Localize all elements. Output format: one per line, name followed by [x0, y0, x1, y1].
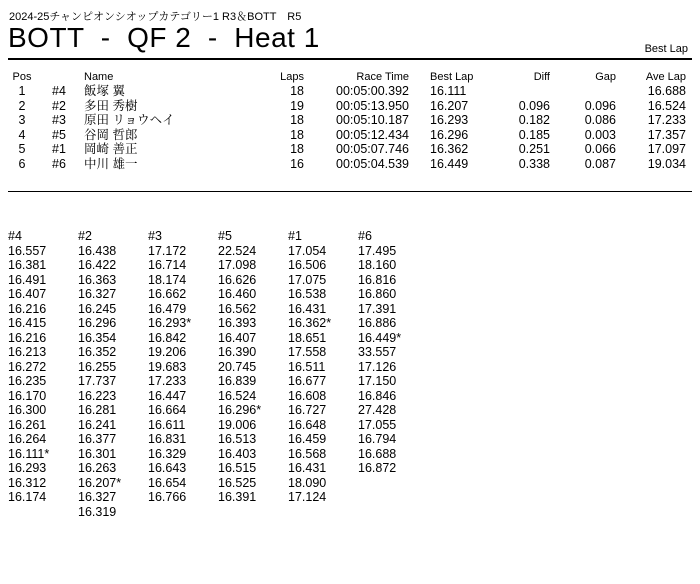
- cell-race-time: 00:05:13.950: [336, 98, 409, 113]
- lap-time: 16.264: [8, 432, 47, 446]
- cell-gap: 0.003: [584, 127, 616, 142]
- cell-diff: 0.338: [518, 156, 550, 171]
- lap-time: 16.296: [78, 316, 117, 330]
- lap-time: 17.075: [288, 272, 327, 287]
- table-row: [8, 128, 692, 143]
- col-diff: Diff: [533, 71, 550, 83]
- lap-time: 17.098: [218, 258, 257, 272]
- cell-ave-lap: 17.233: [647, 113, 686, 127]
- lap-time: 16.363: [78, 272, 117, 287]
- lap-column: [8, 229, 78, 505]
- page-title: BOTT - QF 2 - Heat 1: [8, 22, 320, 53]
- cell-name: 谷岡 哲郎: [84, 127, 138, 142]
- lap-time: 16.524: [218, 388, 257, 403]
- lap-time: 16.511: [288, 359, 326, 374]
- lap-time: 16.727: [288, 403, 327, 417]
- lap-time: 16.362*: [288, 316, 332, 330]
- cell-pos: 4: [18, 127, 26, 142]
- cell-no: #3: [52, 113, 66, 127]
- cell-pos: 3: [18, 113, 26, 127]
- lap-time: 16.643: [148, 461, 187, 475]
- lap-time: 18.090: [288, 475, 327, 490]
- lap-time: 16.327: [78, 490, 117, 504]
- cell-no: #4: [52, 84, 66, 98]
- cell-ave-lap: 19.034: [647, 156, 686, 171]
- table-row: [8, 84, 692, 99]
- lap-time: 16.459: [288, 432, 327, 446]
- lap-column: [288, 229, 358, 505]
- title-divider: [8, 58, 692, 60]
- lap-column-header: #3: [148, 229, 162, 243]
- lap-time: 16.816: [358, 272, 397, 287]
- cell-no: #2: [52, 98, 66, 113]
- lap-time: 16.714: [148, 258, 187, 272]
- cell-pos: 5: [18, 142, 26, 156]
- lap-time: 16.431: [288, 461, 327, 475]
- lap-time: 16.431: [288, 301, 327, 316]
- lap-time: 16.213: [8, 345, 47, 359]
- cell-name: 多田 秀樹: [84, 98, 138, 113]
- table-row: [8, 99, 692, 114]
- lap-time: 16.654: [148, 475, 187, 490]
- lap-time: 22.524: [218, 243, 257, 258]
- lap-time: 16.216: [8, 301, 47, 316]
- cell-best-lap: 16.111: [430, 84, 467, 98]
- lap-time: 16.301: [78, 446, 117, 461]
- col-ave-lap: Ave Lap: [645, 71, 686, 83]
- lap-time: 27.428: [358, 403, 397, 417]
- lap-time: 16.261: [8, 417, 47, 432]
- lap-time: 16.447: [148, 388, 187, 403]
- lap-time: 16.479: [148, 301, 187, 316]
- cell-pos: 6: [18, 156, 26, 171]
- cell-diff: 0.182: [518, 113, 550, 127]
- cell-gap: 0.096: [584, 98, 616, 113]
- col-gap: Gap: [595, 71, 616, 83]
- lap-time: 16.460: [218, 287, 257, 301]
- lap-time: 17.391: [358, 301, 397, 316]
- lap-time: 17.055: [358, 417, 397, 432]
- cell-ave-lap: 16.524: [647, 98, 686, 113]
- lap-time: 20.745: [218, 359, 257, 374]
- lap-time: 19.683: [148, 359, 187, 374]
- lap-time: 16.393: [218, 316, 257, 330]
- cell-name: 原田 リョウヘイ: [84, 113, 175, 127]
- event-subtitle: 2024-25チャンピオンシオップカテゴリー1 R3＆BOTT R5: [9, 11, 302, 23]
- cell-laps: 18: [290, 113, 304, 127]
- lap-time: 18.174: [148, 272, 187, 287]
- cell-race-time: 00:05:10.187: [336, 113, 409, 127]
- cell-best-lap: 16.293: [430, 113, 469, 127]
- lap-time: 33.557: [358, 345, 397, 359]
- col-name: Name: [84, 71, 114, 83]
- lap-time: 16.245: [78, 301, 117, 316]
- cell-pos: 1: [18, 84, 26, 98]
- lap-time: 16.872: [358, 461, 397, 475]
- lap-time: 17.126: [358, 359, 397, 374]
- lap-time: 16.223: [78, 388, 117, 403]
- lap-time: 17.054: [288, 243, 327, 258]
- lap-time: 16.568: [288, 446, 327, 461]
- lap-time: 16.846: [358, 388, 397, 403]
- lap-time: 16.111*: [8, 446, 50, 461]
- lap-time: 16.216: [8, 330, 47, 345]
- lap-column: [78, 229, 148, 519]
- lap-time: 16.293: [8, 461, 47, 475]
- cell-laps: 18: [290, 142, 304, 156]
- lap-time: 17.124: [288, 490, 327, 504]
- cell-no: #6: [52, 156, 66, 171]
- lap-time: 16.170: [8, 388, 47, 403]
- lap-time: 19.206: [148, 345, 187, 359]
- lap-time: 16.241: [78, 417, 117, 432]
- table-row: [8, 157, 692, 172]
- lap-time: 16.831: [148, 432, 187, 446]
- cell-no: #5: [52, 127, 66, 142]
- cell-ave-lap: 16.688: [647, 84, 686, 98]
- lap-time: 16.677: [288, 374, 327, 388]
- col-laps: Laps: [280, 71, 304, 83]
- lap-column-header: #5: [218, 229, 232, 243]
- lap-time: 17.495: [358, 243, 397, 258]
- lap-time: 16.886: [358, 316, 397, 330]
- lap-column: [218, 229, 288, 505]
- lap-time: 16.312: [8, 475, 47, 490]
- lap-time: 16.255: [78, 359, 117, 374]
- cell-diff: 0.185: [518, 127, 550, 142]
- lap-time: 17.233: [148, 374, 187, 388]
- col-best-lap: Best Lap: [430, 71, 474, 83]
- lap-time: 16.403: [218, 446, 257, 461]
- cell-ave-lap: 17.097: [647, 142, 686, 156]
- cell-laps: 18: [290, 84, 304, 98]
- lap-time: 16.319: [78, 504, 117, 519]
- lap-time: 16.626: [218, 272, 257, 287]
- cell-diff: 0.096: [518, 98, 550, 113]
- lap-time: 17.150: [358, 374, 397, 388]
- lap-time: 16.842: [148, 330, 187, 345]
- lap-time: 16.648: [288, 417, 327, 432]
- lap-time: 16.354: [78, 330, 117, 345]
- lap-time: 16.377: [78, 432, 117, 446]
- lap-time: 16.611: [148, 417, 186, 432]
- cell-no: #1: [52, 142, 66, 156]
- cell-race-time: 00:05:00.392: [336, 84, 409, 98]
- lap-time: 16.662: [148, 287, 187, 301]
- lap-time: 16.688: [358, 446, 397, 461]
- cell-diff: 0.251: [518, 142, 550, 156]
- table-row: [8, 142, 692, 157]
- lap-time: 16.293*: [148, 316, 192, 330]
- lap-time: 16.438: [78, 243, 117, 258]
- lap-column-header: #1: [288, 229, 302, 243]
- lap-time: 17.558: [288, 345, 327, 359]
- lap-time: 16.207*: [78, 475, 122, 490]
- lap-time: 16.263: [78, 461, 117, 475]
- lap-time: 16.174: [8, 490, 47, 504]
- lap-time: 16.839: [218, 374, 257, 388]
- lap-time: 16.422: [78, 258, 117, 272]
- cell-name: 飯塚 翼: [84, 84, 125, 98]
- cell-best-lap: 16.296: [430, 127, 469, 142]
- results-header-row: [8, 70, 692, 84]
- results-divider: [8, 191, 692, 192]
- lap-column-header: #2: [78, 229, 92, 243]
- lap-time: 16.391: [218, 490, 257, 504]
- cell-best-lap: 16.362: [430, 142, 469, 156]
- cell-name: 中川 雄一: [84, 156, 138, 171]
- lap-time: 16.300: [8, 403, 47, 417]
- lap-time: 16.794: [358, 432, 397, 446]
- lap-time: 16.538: [288, 287, 327, 301]
- lap-time: 17.172: [148, 243, 187, 258]
- col-race-time: Race Time: [356, 71, 409, 83]
- col-pos: Pos: [12, 71, 32, 83]
- cell-race-time: 00:05:07.746: [336, 142, 409, 156]
- lap-time: 16.491: [8, 272, 47, 287]
- cell-race-time: 00:05:04.539: [336, 156, 409, 171]
- cell-laps: 19: [290, 98, 304, 113]
- lap-column-header: #6: [358, 229, 372, 243]
- cell-best-lap: 16.207: [430, 98, 469, 113]
- lap-column: [358, 229, 428, 476]
- lap-time: 16.766: [148, 490, 187, 504]
- lap-time: 16.506: [288, 258, 327, 272]
- lap-time: 19.006: [218, 417, 257, 432]
- lap-time: 16.407: [8, 287, 47, 301]
- cell-name: 岡崎 善正: [84, 142, 138, 156]
- lap-time: 16.329: [148, 446, 187, 461]
- results-table: [8, 70, 692, 171]
- lap-time: 18.160: [358, 258, 397, 272]
- lap-time: 18.651: [288, 330, 327, 345]
- table-row: [8, 113, 692, 128]
- lap-time: 17.737: [78, 374, 117, 388]
- lap-time: 16.415: [8, 316, 47, 330]
- cell-gap: 0.066: [584, 142, 616, 156]
- sort-label: Best Lap: [644, 43, 688, 55]
- cell-gap: 0.087: [584, 156, 616, 171]
- lap-time: 16.390: [218, 345, 257, 359]
- lap-column: [148, 229, 218, 505]
- lap-time: 16.557: [8, 243, 47, 258]
- results-body: [8, 84, 692, 171]
- cell-laps: 18: [290, 127, 304, 142]
- lap-time: 16.525: [218, 475, 257, 490]
- lap-time: 16.327: [78, 287, 117, 301]
- lap-time: 16.407: [218, 330, 257, 345]
- lap-time: 16.608: [288, 388, 327, 403]
- cell-pos: 2: [18, 98, 26, 113]
- lap-time: 16.352: [78, 345, 117, 359]
- lap-time: 16.235: [8, 374, 47, 388]
- lap-time: 16.296*: [218, 403, 262, 417]
- lap-time: 16.664: [148, 403, 187, 417]
- lap-time: 16.281: [78, 403, 117, 417]
- lap-time: 16.381: [8, 258, 47, 272]
- cell-gap: 0.086: [584, 113, 616, 127]
- lap-time: 16.562: [218, 301, 257, 316]
- lap-time: 16.515: [218, 461, 257, 475]
- cell-best-lap: 16.449: [430, 156, 469, 171]
- lap-time: 16.860: [358, 287, 397, 301]
- lap-column-header: #4: [8, 229, 22, 243]
- lap-time: 16.272: [8, 359, 47, 374]
- cell-ave-lap: 17.357: [647, 127, 686, 142]
- cell-laps: 16: [290, 156, 304, 171]
- lap-time: 16.513: [218, 432, 257, 446]
- cell-race-time: 00:05:12.434: [336, 127, 409, 142]
- lap-time: 16.449*: [358, 330, 402, 345]
